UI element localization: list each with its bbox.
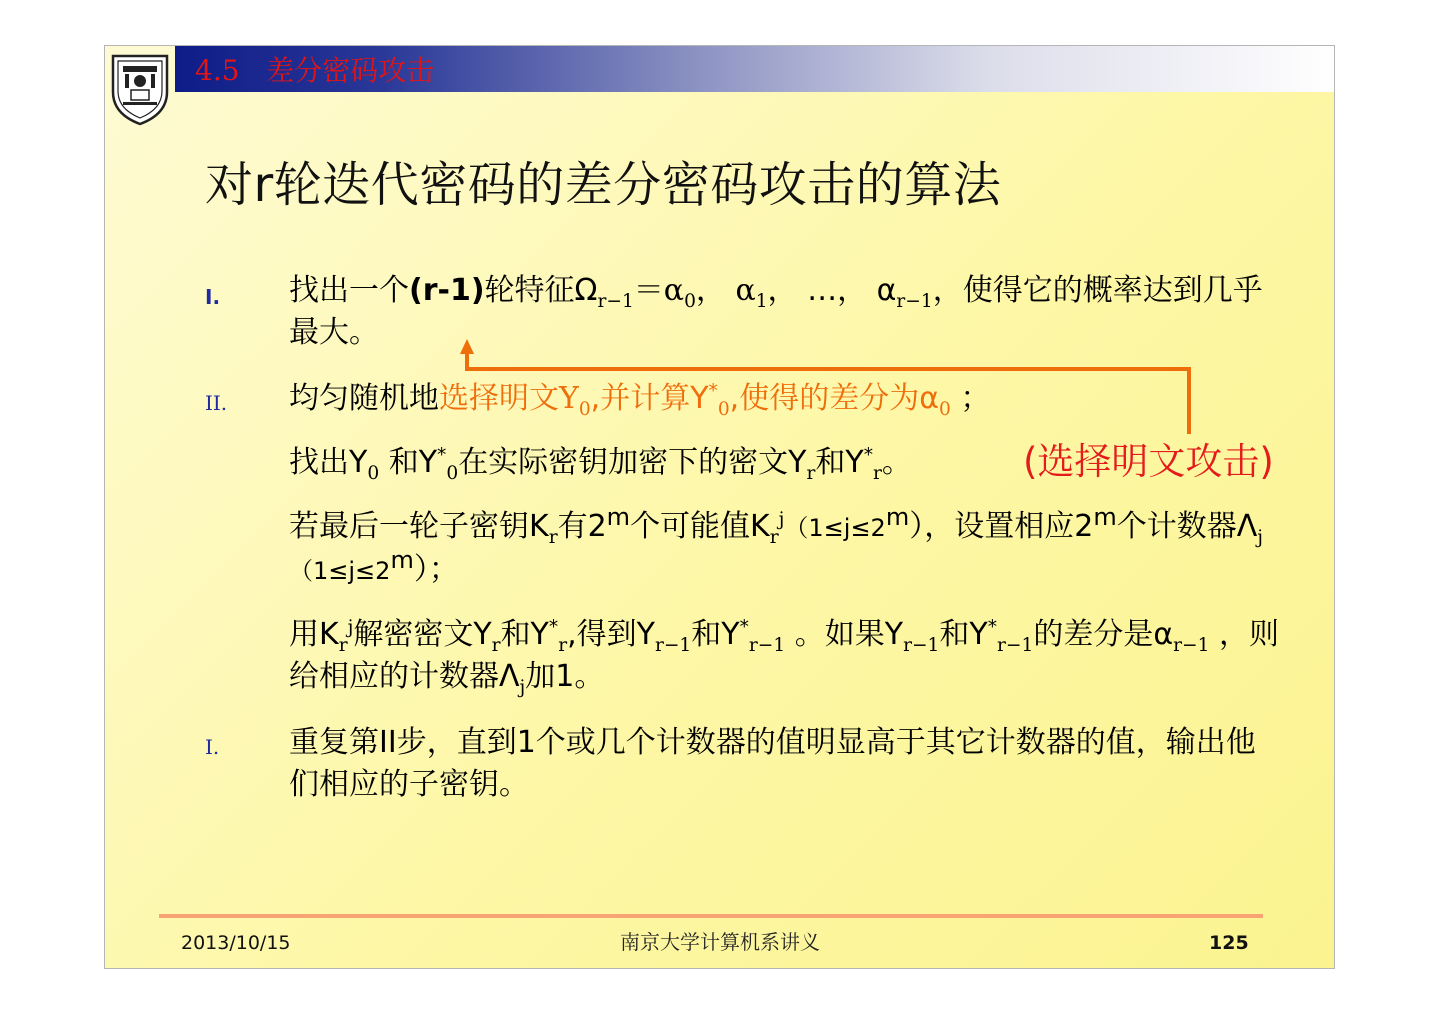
step2-marker: II.	[205, 391, 228, 415]
slide	[104, 45, 1335, 969]
step1-marker: I.	[205, 285, 221, 309]
step2-line2: 找出$Y_0$ 和$Y^*_0$在实际密钥加密下的密文$Y_r$和$Y^*_r$。	[289, 445, 912, 484]
step2-line4: 用$K_r^j$解密密文$Y_r$和$Y^*_r$,得到$Y_{r-1}$和$Y^*_{r-1}$ 。如果$Y_{r-1}$和$Y^*_{r-1}$的差分是$\alpha_{r-1}$ ，则给相应的计数器$\Lambda_j$加1。	[289, 617, 1279, 698]
step3-text: 重复第II步，直到1个或几个计数器的值明显高于其它计数器的值，输出他们相应的子密钥。	[289, 725, 1256, 802]
footer-divider	[159, 914, 1263, 918]
chosen-plaintext-annotation: (选择明文攻击)	[1023, 440, 1274, 483]
footer-date: 2013/10/15	[181, 932, 291, 954]
step2-line1: 均匀随机地选择明文$Y_0$,并计算$Y^*_0$,使得的差分为$\alpha_0$ ；	[289, 381, 991, 420]
section-title: 4.5 差分密码攻击	[195, 54, 435, 87]
step1-text: 找出一个(r-1)轮特征$\Omega_{r-1}=\alpha_0$， $\alpha_1$， …， $\alpha_{r-1}$，使得它的概率达到几乎最大。	[289, 273, 1263, 350]
step2-line3: 若最后一轮子密钥$K_r$有2$^m$个可能值$K_r^j(1\le j\le 2^m)$，设置相应2$^m$个计数器$\Lambda_j(1\le j\le 2^m)$；	[289, 503, 1264, 587]
footer-course-title: 南京大学计算机系讲义	[620, 930, 820, 954]
slide-title: 对r轮迭代密码的差分密码攻击的算法	[205, 157, 1002, 213]
university-logo-icon	[109, 52, 171, 126]
page-number: 125	[1209, 932, 1249, 954]
step3-marker: I.	[205, 735, 220, 759]
